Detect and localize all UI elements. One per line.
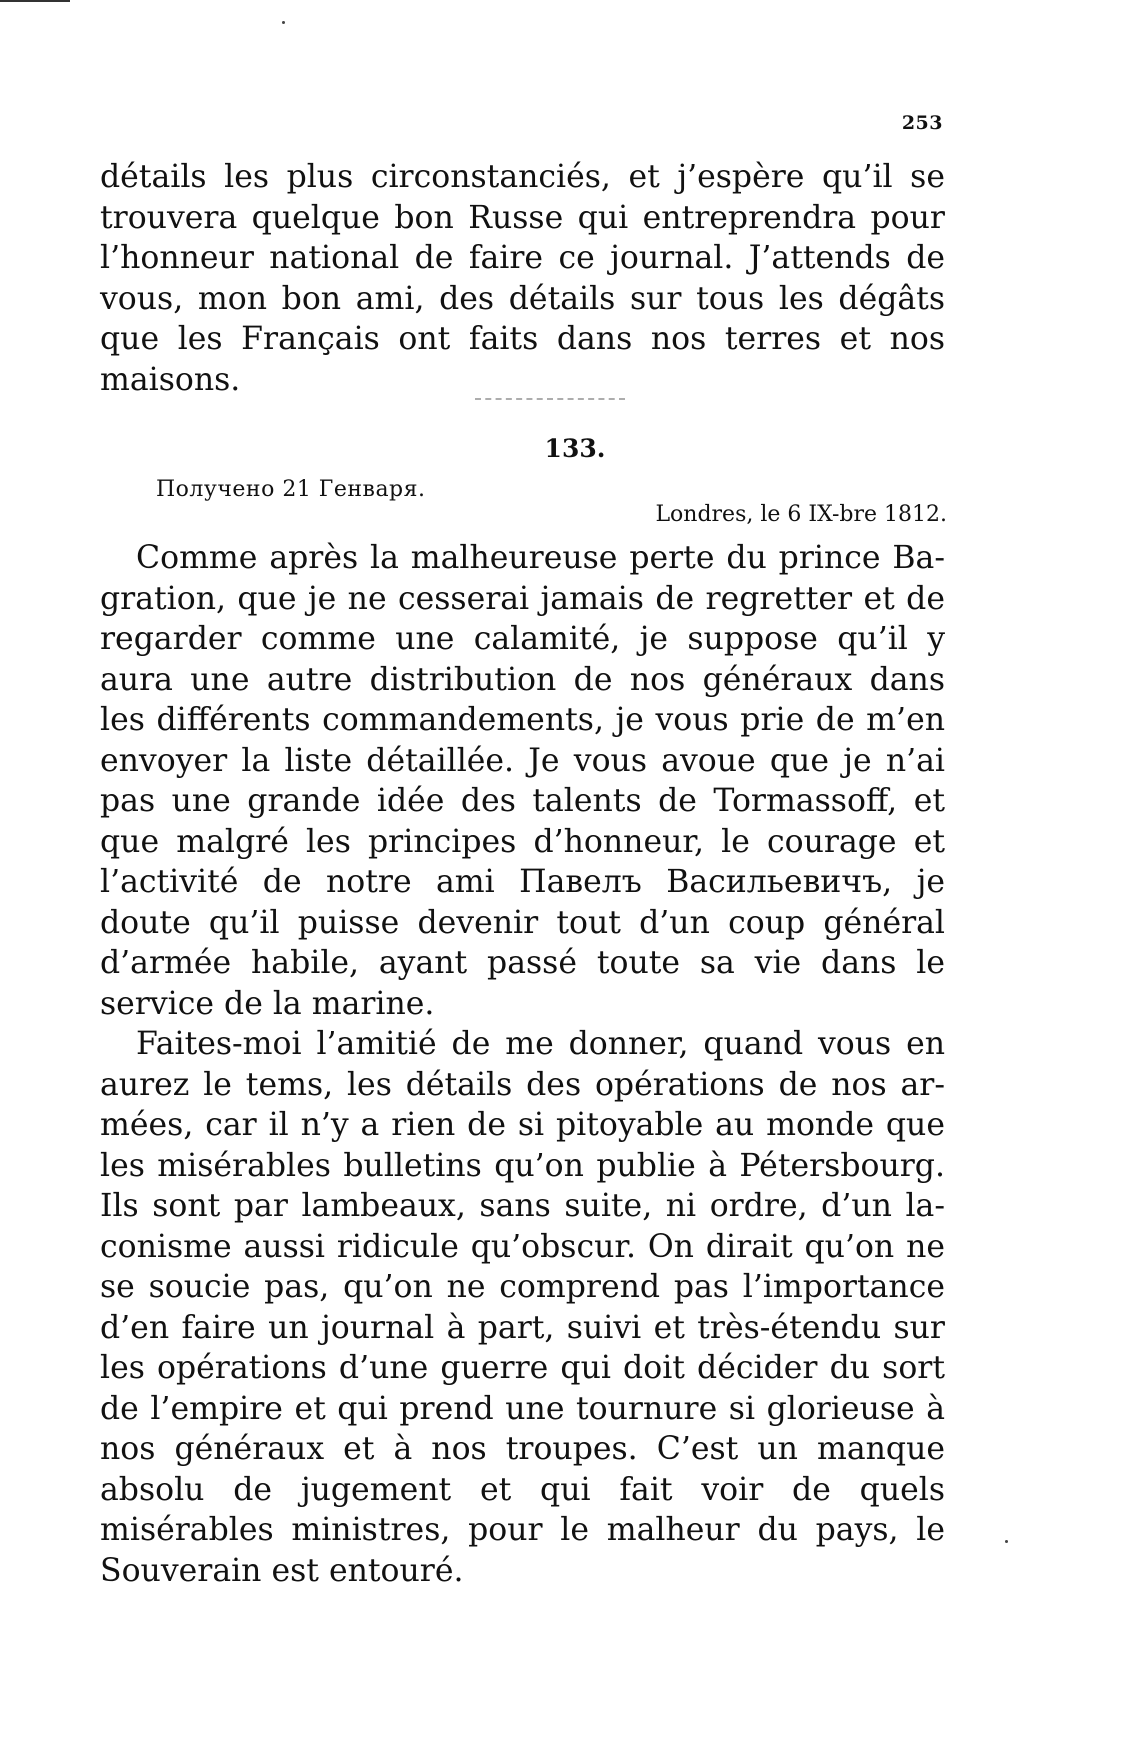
page-number: 253 — [901, 112, 943, 134]
scan-speck — [282, 21, 285, 24]
letter-dateline: Londres, le 6 IX-bre 1812. — [655, 502, 947, 527]
scan-edge-mark — [0, 0, 70, 2]
letter-paragraph: Comme après la malheureuse perte du prince Bagration, que je ne cesserai jamais de regretter et de regarder comme une calamité, je suppose qu’il y aura une autre distribution de nos généraux dans les différents commandements, je vous prie de m’en envoyer la liste détaillée. Je vous avoue que je n’ai pas une grande idée des talents de Tormassoff, et que malgré les principes d’honneur, le courage et l’activité de notre ami Павелъ Васильевичъ, je doute qu’il puisse devenir tout d’un coup général d’armée habile, ayant passé toute sa vie dans le service de la marine. — [100, 540, 945, 1022]
opening-paragraph: détails les plus circonstanciés, et j’espère qu’il se trouvera quelque bon Russe qui entreprendra pour l’honneur national de faire ce journal. J’attends de vous, mon bon ami, des détails sur tous les dégâts que les Français ont faits dans nos terres et nos maisons. — [100, 159, 945, 398]
letter-paragraph: Faites-moi l’amitié de me donner, quand vous en aurez le tems, les détails des opérations de nos armées, car il n’y a rien de si pitoyable au monde que les misérables bulletins qu’on publie à Pétersbourg. Ils sont par lambeaux, sans suite, ni ordre, d’un laconisme aussi ridicule qu’obscur. On dirait qu’on ne se soucie pas, qu’on ne comprend pas l’importance d’en faire un journal à part, suivi et très-étendu sur les opérations d’une guerre qui doit décider du sort de l’empire et qui prend une tournure si glorieuse à nos généraux et à nos troupes. C’est un manque absolu de jugement et qui fait voir de quels misérables ministres, pour le malheur du pays, le Souverain est entouré. — [100, 1026, 945, 1589]
received-note: Получено 21 Генваря. — [156, 477, 426, 502]
letter-body — [100, 538, 945, 1591]
section-divider — [475, 398, 625, 400]
scan-speck — [1005, 1540, 1008, 1543]
letter-number: 133. — [544, 434, 606, 463]
